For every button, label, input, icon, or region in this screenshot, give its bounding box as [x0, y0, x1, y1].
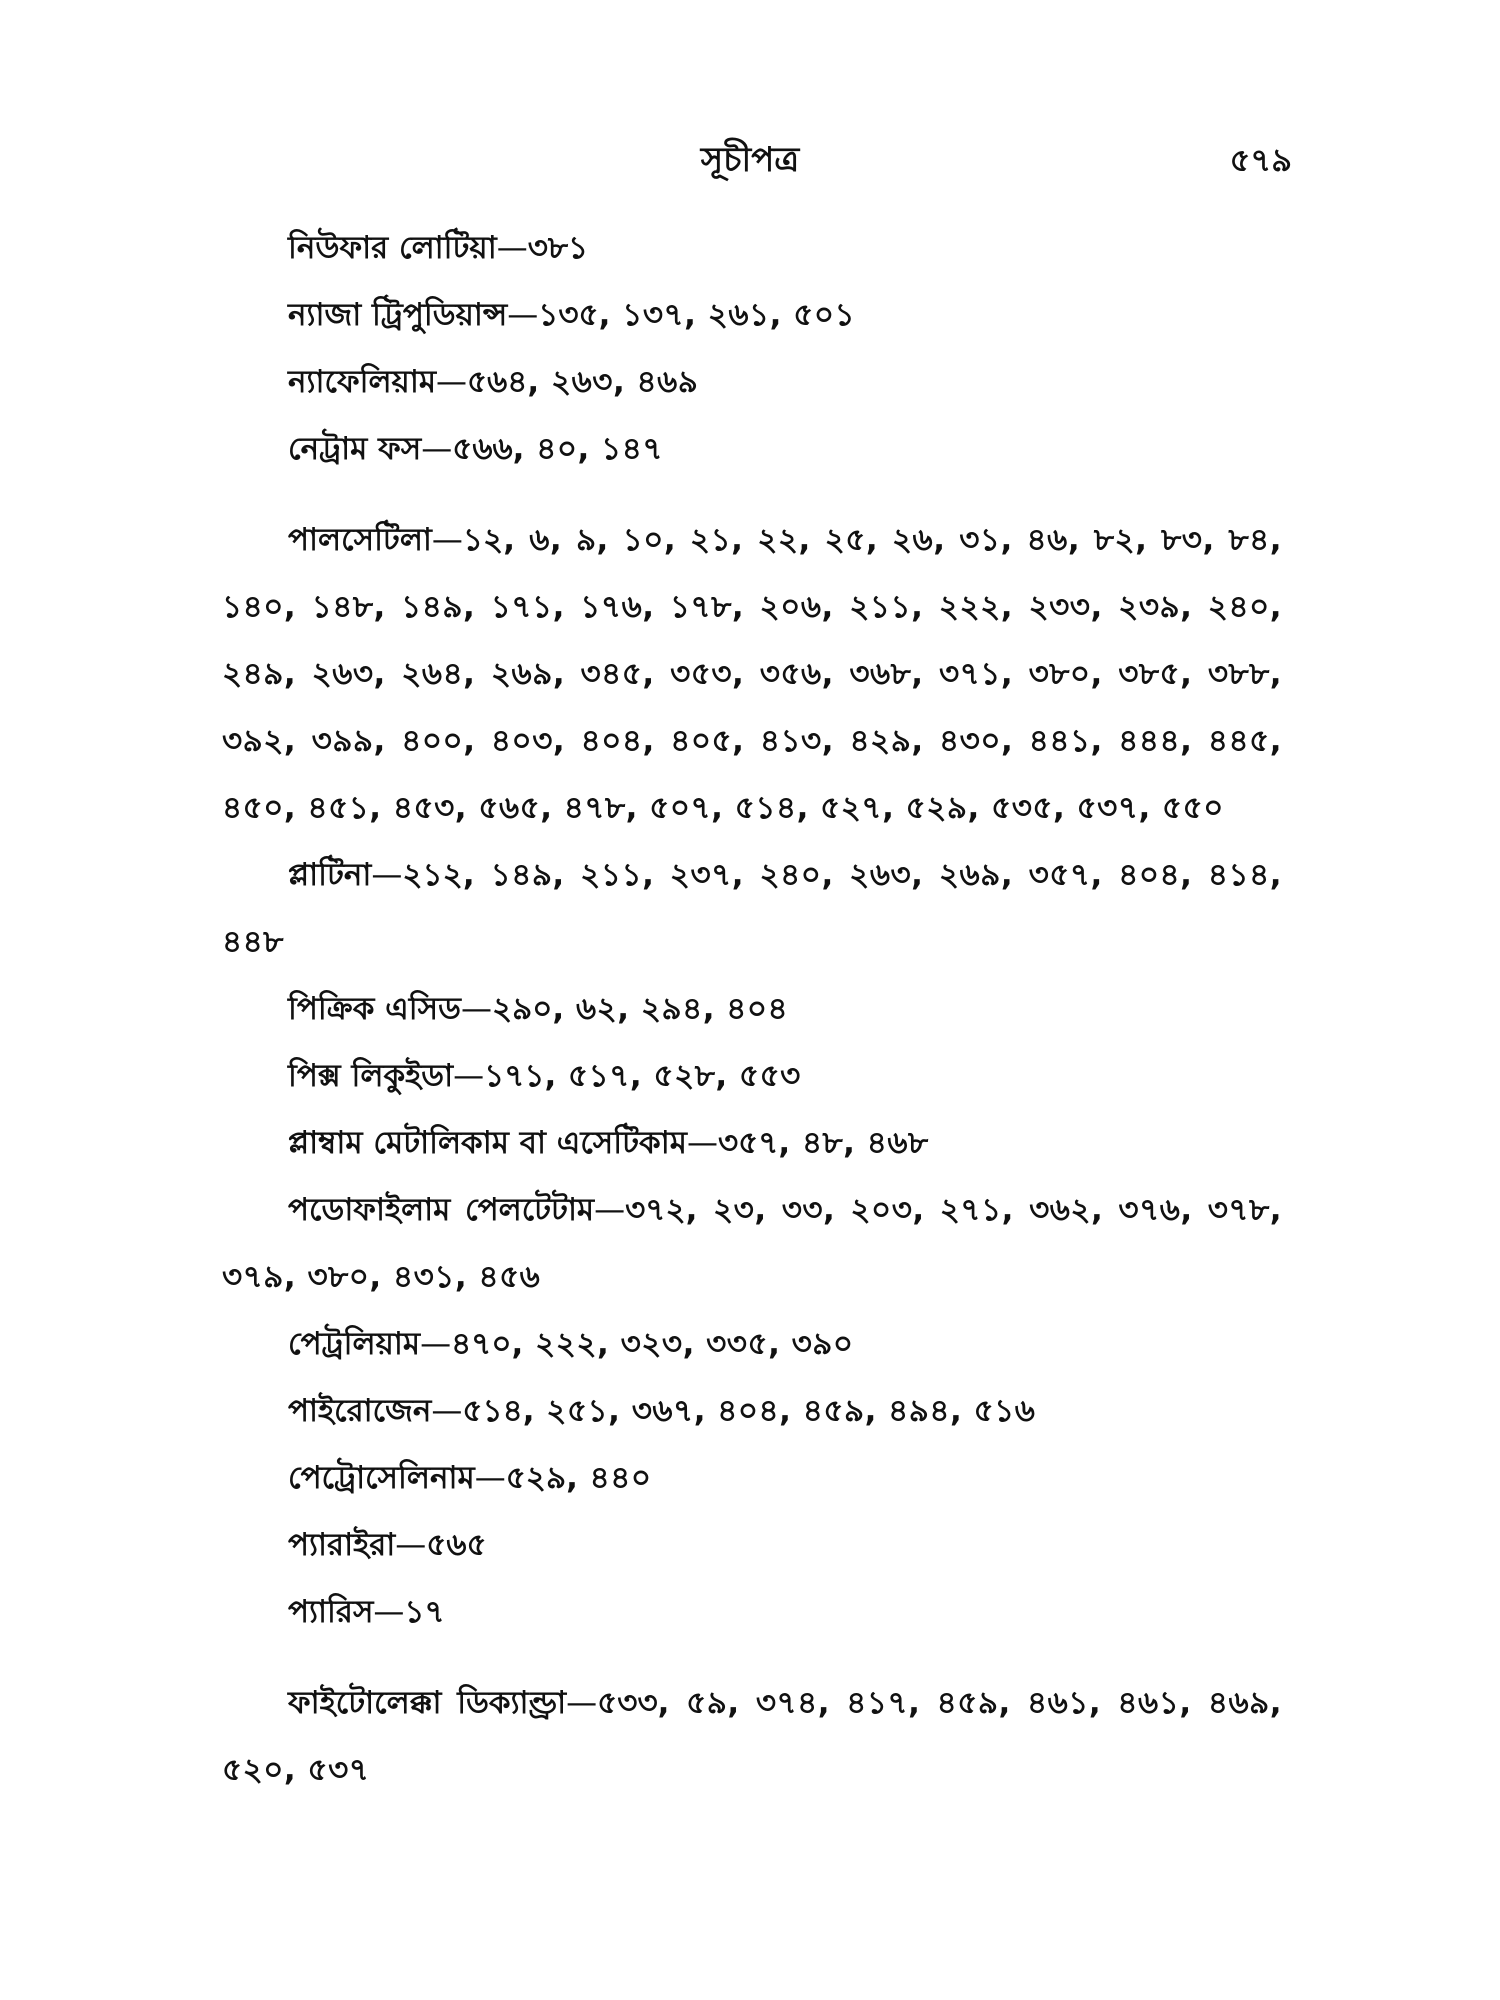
- main-page-ref: ৩৫৭: [717, 1125, 779, 1161]
- index-term: ন্যাফেলিয়াম: [288, 364, 437, 400]
- index-term: প্লাম্বাম মেটালিকাম বা এসেটিকাম: [288, 1125, 687, 1161]
- page-refs: , ২২২, ৩২৩, ৩৩৫, ৩৯০: [511, 1326, 854, 1362]
- main-page-ref: ১২: [462, 522, 504, 558]
- index-entry: পাইরোজেন—৫১৪, ২৫১, ৩৬৭, ৪০৪, ৪৫৯, ৪৯৪, ৫১৬: [288, 1393, 1036, 1429]
- main-page-ref: ৫৬৬: [452, 431, 513, 467]
- index-term: পডোফাইলাম পেলটেটাম: [288, 1192, 595, 1228]
- page-refs: , ৪৪০: [566, 1460, 652, 1496]
- index-entry: পিক্স লিকুইডা—১৭১, ৫১৭, ৫২৮, ৫৫৩: [288, 1058, 801, 1094]
- index-term: প্যারাইরা: [288, 1527, 396, 1563]
- index-term: পেট্রলিয়াম: [288, 1326, 421, 1362]
- index-list: [222, 215, 1282, 1804]
- index-term: পাইরোজেন: [288, 1393, 432, 1429]
- main-page-ref: ৫২৯: [505, 1460, 567, 1496]
- page-number: ৫৭৯: [1229, 141, 1292, 179]
- main-page-ref: ৫৬৪: [467, 364, 528, 400]
- index-entry: প্যারাইরা—৫৬৫: [288, 1527, 487, 1563]
- index-entry: পডোফাইলাম পেলটেটাম—৩৭২, ২৩, ৩৩, ২০৩, ২৭১, ৩৬২, ৩৭৬, ৩৭৮, ৩৭৯, ৩৮০, ৪৩১, ৪৫৬: [222, 1192, 1282, 1295]
- main-page-ref: ৪৭০: [451, 1326, 512, 1362]
- index-term: প্যারিস: [288, 1594, 374, 1630]
- page-refs: , ১৩৭, ২৬১, ৫০১: [598, 297, 856, 333]
- index-term: প্লাটিনা: [288, 857, 372, 893]
- index-term: পিক্স লিকুইডা: [288, 1058, 454, 1094]
- page-refs: , ৫৯, ৩৭৪, ৪১৭, ৪৫৯, ৪৬১, ৪৬১, ৪৬৯, ৫২০, ৫৩৭: [222, 1685, 1282, 1788]
- index-entry: ফাইটোলেক্কা ডিক্যাণ্ড্রা—৫৩৩, ৫৯, ৩৭৪, ৪১৭, ৪৫৯, ৪৬১, ৪৬১, ৪৬৯, ৫২০, ৫৩৭: [222, 1685, 1282, 1788]
- index-entry: পেট্রলিয়াম—৪৭০, ২২২, ৩২৩, ৩৩৫, ৩৯০: [288, 1326, 854, 1362]
- index-term: পিক্রিক এসিড: [288, 991, 461, 1027]
- index-term: ন্যাজা ট্রিপুডিয়ান্স: [288, 297, 508, 333]
- running-head: [0, 130, 1500, 190]
- page-refs: , ২৩, ৩৩, ২০৩, ২৭১, ৩৬২, ৩৭৬, ৩৭৮, ৩৭৯, ৩৮০, ৪৩১, ৪৫৬: [222, 1192, 1282, 1295]
- main-page-ref: ১৩৫: [538, 297, 599, 333]
- main-page-ref: ২১২: [402, 857, 463, 893]
- index-entry: নিউফার লোটিয়া—৩৮১: [288, 230, 589, 266]
- index-entry: নেট্রাম ফস—৫৬৬, ৪০, ১৪৭: [288, 431, 663, 467]
- main-page-ref: ২৯০: [491, 991, 553, 1027]
- index-term: নেট্রাম ফস: [288, 431, 422, 467]
- index-term: পেট্রোসেলিনাম: [288, 1460, 475, 1496]
- index-entry: ন্যাফেলিয়াম—৫৬৪, ২৬৩, ৪৬৯: [288, 364, 699, 400]
- page-refs: , ৬, ৯, ১০, ২১, ২২, ২৫, ২৬, ৩১, ৪৬, ৮২, ৮৩, ৮৪, ১৪০, ১৪৮, ১৪৯, ১৭১, ১৭৬, ১৭৮, ২০৬, ২১১, ২২২, ২৩৩, ২৩৯, ২৪০, ২৪৯, ২৬৩, ২৬৪, ২৬৯, ৩৪৫, ৩৫৩, ৩৫৬, ৩৬৮, ৩৭১, ৩৮০, ৩৮৫, ৩৮৮, ৩৯২, ৩৯৯, ৪০০, ৪০৩, ৪০৪, ৪০৫, ৪১৩, ৪২৯, ৪৩০, ৪৪১, ৪৪৪, ৪৪৫, ৪৫০, ৪৫১, ৪৫৩, ৫৬৫, ৪৭৮, ৫০৭, ৫১৪, ৫২৭, ৫২৯, ৫৩৫, ৫৩৭, ৫৫০: [222, 522, 1282, 826]
- index-entry: পালসেটিলা—১২, ৬, ৯, ১০, ২১, ২২, ২৫, ২৬, ৩১, ৪৬, ৮২, ৮৩, ৮৪, ১৪০, ১৪৮, ১৪৯, ১৭১, ১৭৬, ১৭৮, ২০৬, ২১১, ২২২, ২৩৩, ২৩৯, ২৪০, ২৪৯, ২৬৩, ২৬৪, ২৬৯, ৩৪৫, ৩৫৩, ৩৫৬, ৩৬৮, ৩৭১, ৩৮০, ৩৮৫, ৩৮৮, ৩৯২, ৩৯৯, ৪০০, ৪০৩, ৪০৪, ৪০৫, ৪১৩, ৪২৯, ৪৩০, ৪৪১, ৪৪৪, ৪৪৫, ৪৫০, ৪৫১, ৪৫৩, ৫৬৫, ৪৭৮, ৫০৭, ৫১৪, ৫২৭, ৫২৯, ৫৩৫, ৫৩৭, ৫৫০: [222, 522, 1282, 826]
- main-page-ref: ১৭১: [484, 1058, 545, 1094]
- index-entry: পিক্রিক এসিড—২৯০, ৬২, ২৯৪, ৪০৪: [288, 991, 789, 1027]
- main-page-ref: ৫১৪: [462, 1393, 523, 1429]
- page-refs: , ২৫১, ৩৬৭, ৪০৪, ৪৫৯, ৪৯৪, ৫১৬: [522, 1393, 1036, 1429]
- main-page-ref: ৫৩৩: [597, 1685, 658, 1721]
- main-page-ref: ৫৬৫: [426, 1527, 487, 1563]
- page-refs: , ২৬৩, ৪৬৯: [527, 364, 699, 400]
- page-title: সূচীপত্র: [700, 140, 800, 180]
- main-page-ref: ৩৭২: [625, 1192, 686, 1228]
- index-entry: পেট্রোসেলিনাম—৫২৯, ৪৪০: [288, 1460, 652, 1496]
- index-term: নিউফার লোটিয়া: [288, 230, 497, 266]
- main-page-ref: ৩৮১: [527, 230, 589, 266]
- index-term: পালসেটিলা: [288, 522, 432, 558]
- page-refs: , ৫১৭, ৫২৮, ৫৫৩: [544, 1058, 801, 1094]
- index-entry: প্লাম্বাম মেটালিকাম বা এসেটিকাম—৩৫৭, ৪৮, ৪৬৮: [288, 1125, 929, 1161]
- page-refs: , ৬২, ২৯৪, ৪০৪: [552, 991, 789, 1027]
- page-refs: , ১৪৯, ২১১, ২৩৭, ২৪০, ২৬৩, ২৬৯, ৩৫৭, ৪০৪, ৪১৪, ৪৪৮: [222, 857, 1282, 960]
- index-entry: ন্যাজা ট্রিপুডিয়ান্স—১৩৫, ১৩৭, ২৬১, ৫০১: [288, 297, 856, 333]
- index-entry: প্লাটিনা—২১২, ১৪৯, ২১১, ২৩৭, ২৪০, ২৬৩, ২৬৯, ৩৫৭, ৪০৪, ৪১৪, ৪৪৮: [222, 857, 1282, 960]
- page-refs: , ৪৮, ৪৬৮: [778, 1125, 929, 1161]
- main-page-ref: ১৭: [404, 1594, 445, 1630]
- index-entry: প্যারিস—১৭: [288, 1594, 445, 1630]
- page-refs: , ৪০, ১৪৭: [512, 431, 663, 467]
- index-term: ফাইটোলেক্কা ডিক্যাণ্ড্রা: [288, 1685, 567, 1721]
